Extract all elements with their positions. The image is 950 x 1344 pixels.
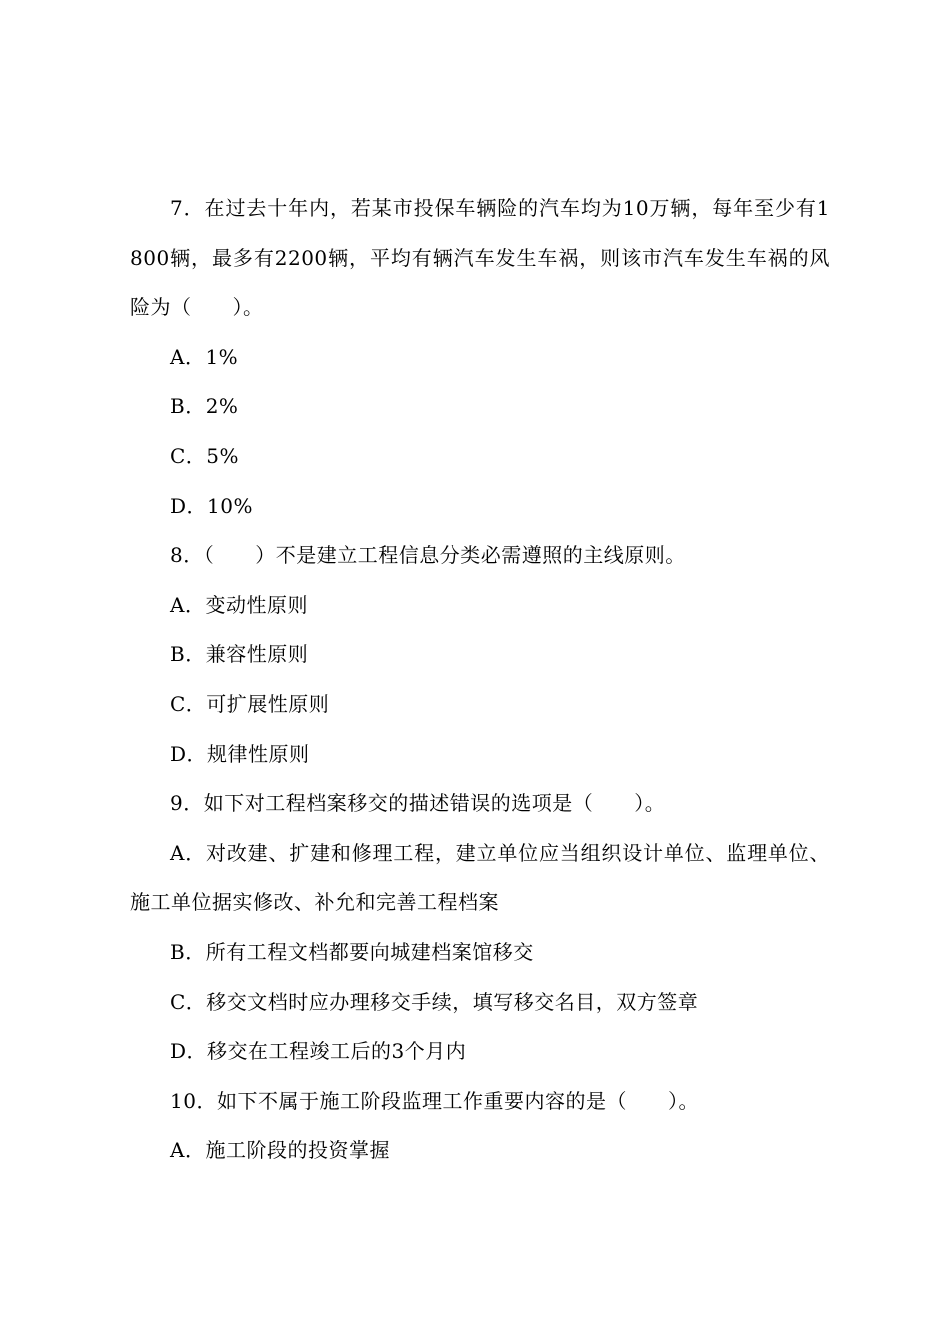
question-10-option-a: A．施工阶段的投资掌握 <box>170 1138 390 1163</box>
question-7-option-d: D．10% <box>170 493 253 518</box>
question-9-option-a: A．对改建、扩建和修理工程，建立单位应当组织设计单位、监理单位、施工单位据实修改、补允和完善工程档案 <box>130 840 830 915</box>
question-9-option-b: B．所有工程文档都要向城建档案馆移交 <box>170 939 534 964</box>
question-8-option-b: B．兼容性原则 <box>170 642 309 667</box>
question-9-option-d: D．移交在工程竣工后的3个月内 <box>170 1039 467 1064</box>
question-9-stem: 9．如下对工程档案移交的描述错误的选项是（ ）。 <box>170 791 666 816</box>
question-8-option-a: A．变动性原则 <box>170 592 308 617</box>
question-list <box>130 184 830 1176</box>
question-7-stem: 7．在过去十年内，若某市投保车辆险的汽车均为10万辆，每年至少有1800辆，最多有2200辆，平均有辆汽车发生车祸，则该市汽车发生车祸的风险为（ ）。 <box>130 196 830 320</box>
question-8-option-d: D．规律性原则 <box>170 741 310 766</box>
question-10-stem: 10．如下不属于施工阶段监理工作重要内容的是（ ）。 <box>170 1088 699 1113</box>
question-7-option-c: C．5% <box>170 443 240 468</box>
question-7-option-b: B．2% <box>170 394 239 419</box>
question-8-option-c: C．可扩展性原则 <box>170 691 330 716</box>
question-8-stem: 8．（ ）不是建立工程信息分类必需遵照的主线原则。 <box>170 543 686 568</box>
question-9-option-c: C．移交文档时应办理移交手续，填写移交名目，双方签章 <box>170 989 699 1014</box>
question-7-option-a: A．1% <box>170 344 239 369</box>
